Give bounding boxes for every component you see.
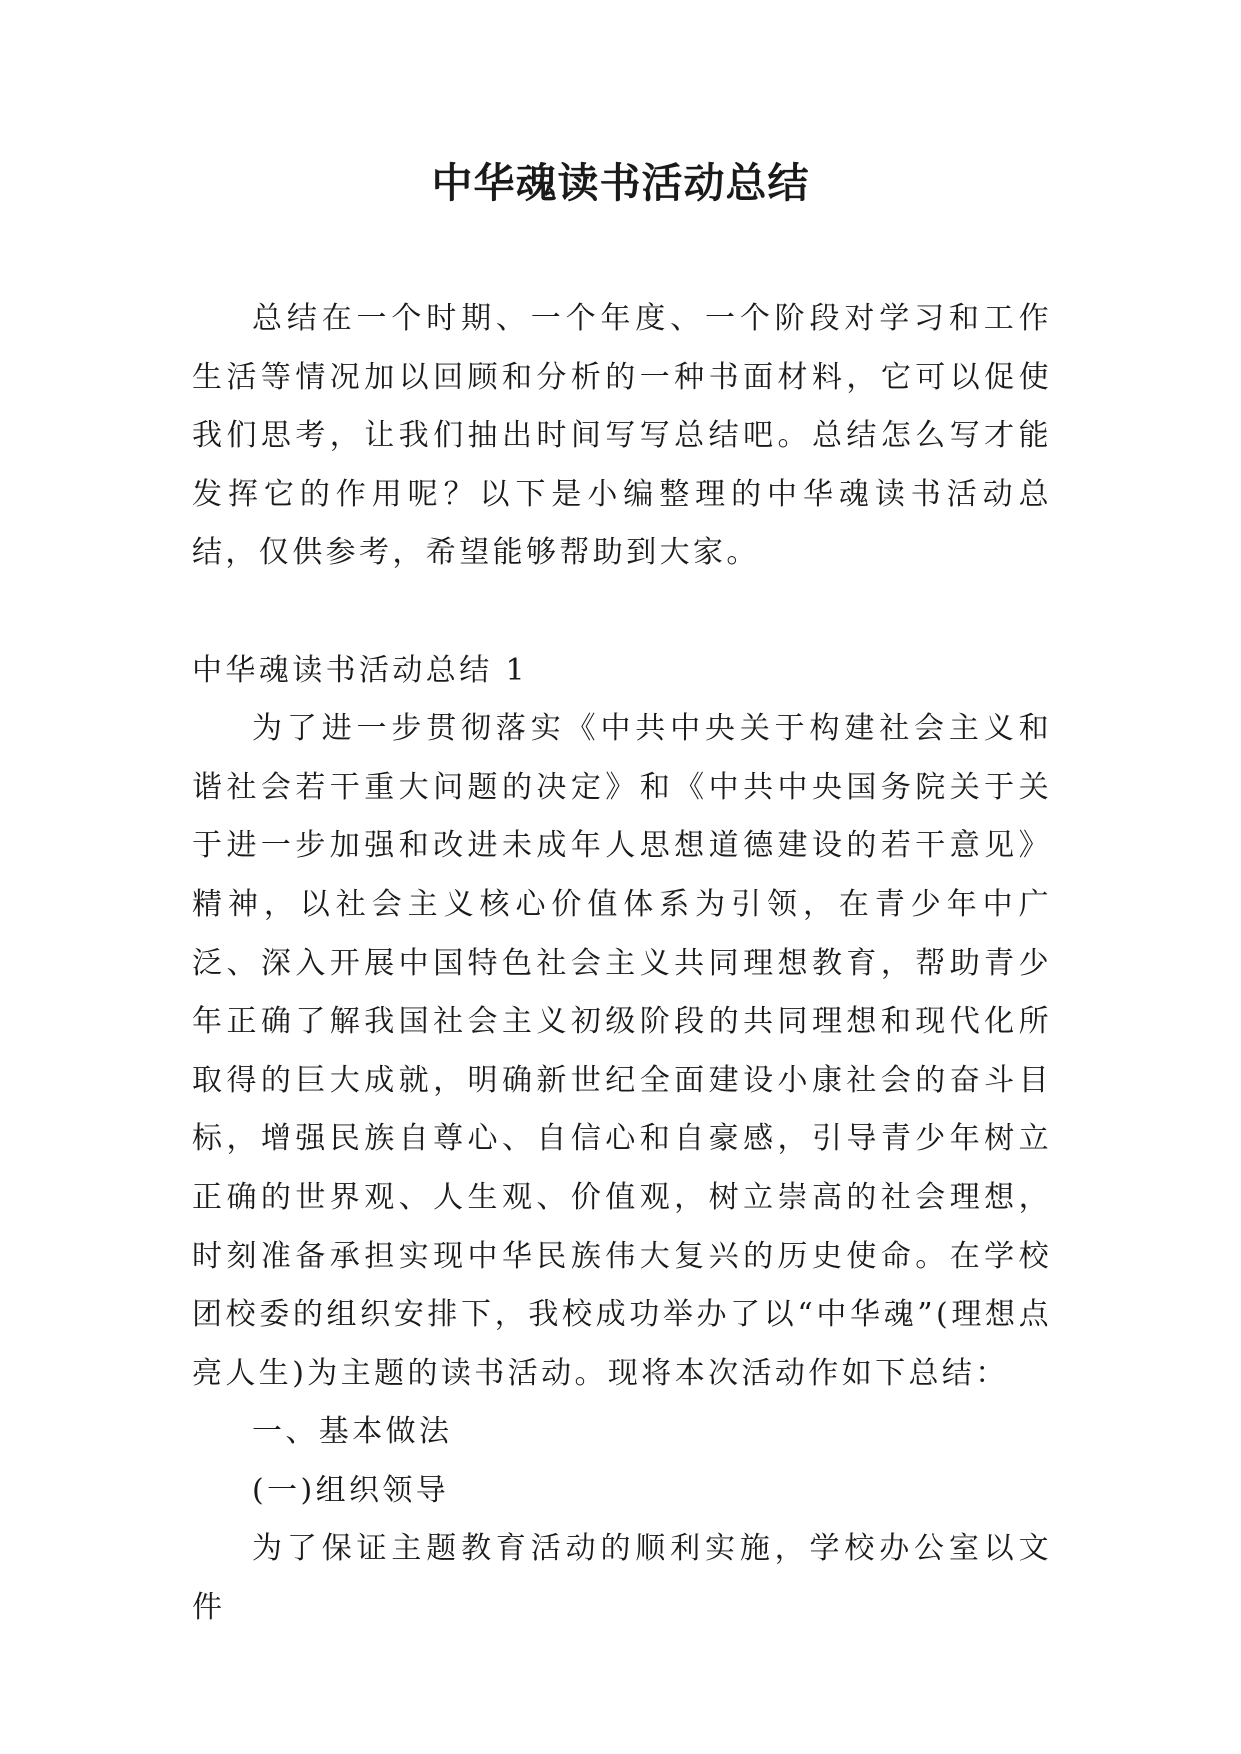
document-body (192, 290, 1052, 1638)
section-heading: 中华魂读书活动总结 1 (192, 652, 529, 688)
subheading-organization: (一)组织领导 (252, 1472, 450, 1508)
paragraph-spacer (192, 583, 1052, 642)
intro-paragraph: 总结在一个时期、一个年度、一个阶段对学习和工作生活等情况加以回顾和分析的一种书面材料，它可以促使我们思考，让我们抽出时间写写总结吧。总结怎么写才能发挥它的作用呢？以下是小编整理的中华魂读书活动总结，仅供参考，希望能够帮助到大家。 (192, 301, 1052, 571)
subheading-basic-methods: 一、基本做法 (252, 1414, 453, 1450)
body-paragraph-1: 为了进一步贯彻落实《中共中央关于构建社会主义和谐社会若干重大问题的决定》和《中共中央国务院关于关于进一步加强和改进未成年人思想道德建设的若干意见》精神，以社会主义核心价值体系为引领，在青少年中广泛、深入开展中国特色社会主义共同理想教育，帮助青少年正确了解我国社会主义初级阶段的共同理想和现代化所取得的巨大成就，明确新世纪全面建设小康社会的奋斗目标，增强民族自尊心、自信心和自豪感，引导青少年树立正确的世界观、人生观、价值观，树立崇高的社会理想，时刻准备承担实现中华民族伟大复兴的历史使命。在学校团校委的组织安排下，我校成功举办了以“中华魂”(理想点亮人生)为主题的读书活动。现将本次活动作如下总结： (192, 711, 1052, 1391)
body-paragraph-2: 为了保证主题教育活动的顺利实施，学校办公室以文件 (192, 1531, 1052, 1626)
document-title: 中华魂读书活动总结 (431, 159, 810, 207)
